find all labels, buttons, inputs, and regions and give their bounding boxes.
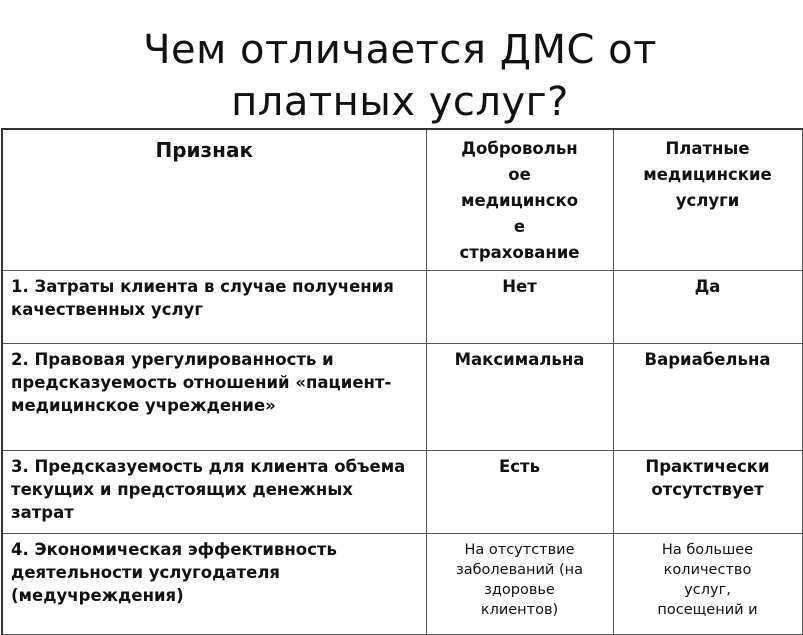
row-dms-value: Максимальна (426, 344, 613, 451)
row-dms-value: Есть (426, 451, 613, 534)
row-dms-value: На отсутствие заболеваний (на здоровье клиентов) (426, 534, 613, 635)
header-feature: Признак (2, 129, 426, 271)
header-paid-services: Платные медицинские услуги (613, 129, 802, 271)
row-paid-value: Практически отсутствует (613, 451, 802, 534)
row-paid-value: Да (613, 271, 802, 344)
table-header-row (2, 129, 802, 271)
comparison-table (1, 128, 803, 635)
row-dms-value: Нет (426, 271, 613, 344)
row-feature: 4. Экономическая эффективность деятельности услугодателя (медучреждения) (2, 534, 426, 635)
table-row (2, 451, 802, 534)
row-feature: 2. Правовая урегулированность и предсказуемость отношений «пациент-медицинское учреждение» (2, 344, 426, 451)
row-feature: 3. Предсказуемость для клиента объема текущих и предстоящих денежных затрат (2, 451, 426, 534)
row-feature: 1. Затраты клиента в случае получения качественных услуг (2, 271, 426, 344)
slide-title: Чем отличается ДМС от платных услуг? (143, 27, 657, 125)
table-row (2, 534, 802, 635)
row-paid-value: Вариабельна (613, 344, 802, 451)
table-row (2, 271, 802, 344)
header-dms: Добровольн ое медицинско е страхование (426, 129, 613, 271)
table-row (2, 344, 802, 451)
row-paid-value: На большее количество услуг, посещений и (613, 534, 802, 635)
